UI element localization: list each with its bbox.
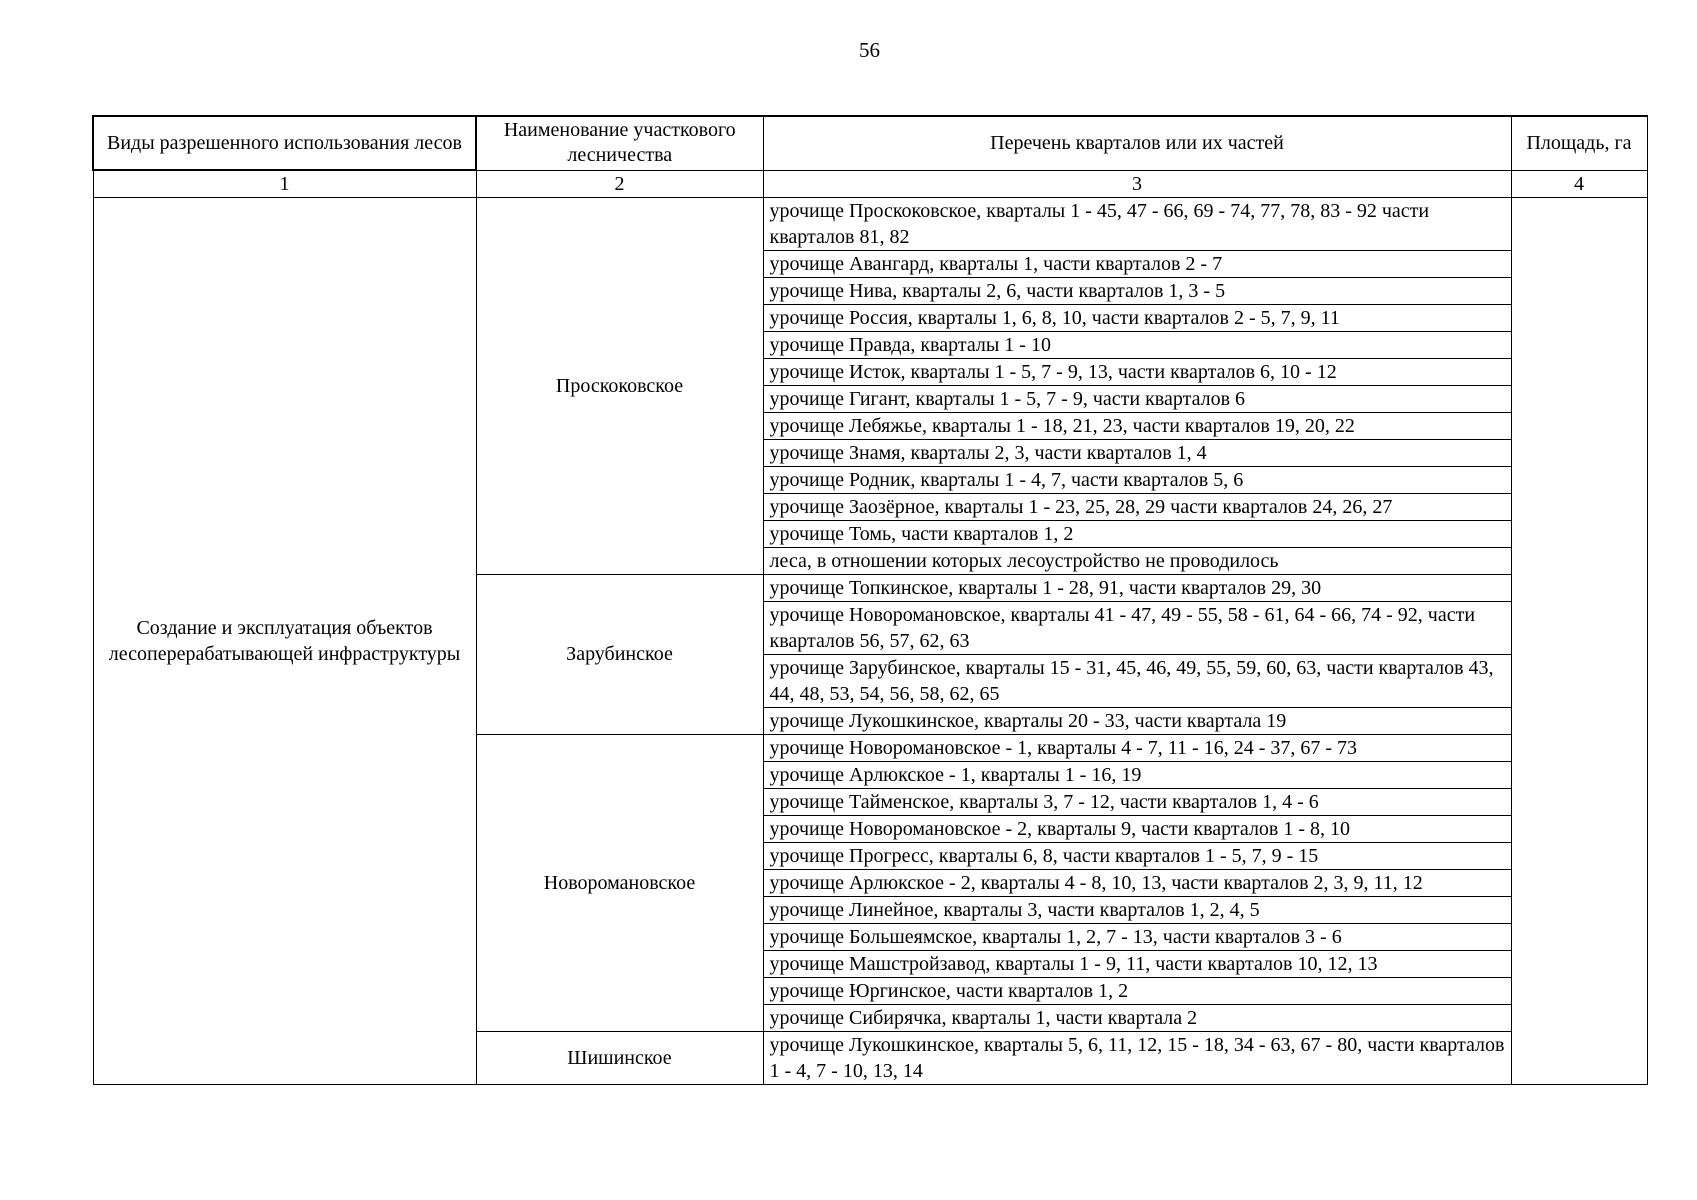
quarters-list-cell: урочище Юргинское, части кварталов 1, 2 <box>763 977 1511 1004</box>
quarters-list-cell: урочище Прогресс, кварталы 6, 8, части кварталов 1 - 5, 7, 9 - 15 <box>763 842 1511 869</box>
quarters-list-cell: урочище Проскоковское, кварталы 1 - 45, 47 - 66, 69 - 74, 77, 78, 83 - 92 части кварталов 81, 82 <box>763 197 1511 250</box>
quarters-list-cell: урочище Заозёрное, кварталы 1 - 23, 25, 28, 29 части кварталов 24, 26, 27 <box>763 493 1511 520</box>
quarters-list-cell: урочище Россия, кварталы 1, 6, 8, 10, части кварталов 2 - 5, 7, 9, 11 <box>763 304 1511 331</box>
forestry-name-cell: Зарубинское <box>476 574 763 734</box>
header-row <box>93 116 1647 170</box>
quarters-list-cell: урочище Нива, кварталы 2, 6, части кварталов 1, 3 - 5 <box>763 277 1511 304</box>
header-use-type: Виды разрешенного использования лесов <box>93 116 476 170</box>
quarters-list-cell: урочище Томь, части кварталов 1, 2 <box>763 520 1511 547</box>
quarters-list-cell: урочище Новоромановское - 1, кварталы 4 - 7, 11 - 16, 24 - 37, 67 - 73 <box>763 734 1511 761</box>
quarters-list-cell: урочище Исток, кварталы 1 - 5, 7 - 9, 13, части кварталов 6, 10 - 12 <box>763 358 1511 385</box>
quarters-list-cell: урочище Лукошкинское, кварталы 20 - 33, части квартала 19 <box>763 707 1511 734</box>
page-number: 56 <box>859 38 880 62</box>
quarters-list-cell: урочище Зарубинское, кварталы 15 - 31, 45, 46, 49, 55, 59, 60, 63, части кварталов 43, 44, 48, 53, 54, 56, 58, 62, 65 <box>763 654 1511 707</box>
forestry-name-cell: Новоромановское <box>476 734 763 1031</box>
column-number-row <box>93 170 1647 197</box>
quarters-list-cell: урочище Большеямское, кварталы 1, 2, 7 - 13, части кварталов 3 - 6 <box>763 923 1511 950</box>
header-forestry-name: Наименование участкового лесничества <box>476 116 763 170</box>
quarters-list-cell: леса, в отношении которых лесоустройство не проводилось <box>763 547 1511 574</box>
table-row <box>93 197 1647 250</box>
quarters-list-cell: урочище Лебяжье, кварталы 1 - 18, 21, 23, части кварталов 19, 20, 22 <box>763 412 1511 439</box>
quarters-list-cell: урочище Сибирячка, кварталы 1, части квартала 2 <box>763 1004 1511 1031</box>
quarters-list-cell: урочище Арлюкское - 2, кварталы 4 - 8, 10, 13, части кварталов 2, 3, 9, 11, 12 <box>763 869 1511 896</box>
area-cell <box>1511 197 1647 1084</box>
forest-use-table <box>92 115 1648 1085</box>
column-number: 4 <box>1511 170 1647 197</box>
quarters-list-cell: урочище Линейное, кварталы 3, части кварталов 1, 2, 4, 5 <box>763 896 1511 923</box>
quarters-list-cell: урочище Авангард, кварталы 1, части кварталов 2 - 7 <box>763 250 1511 277</box>
column-number: 1 <box>93 170 476 197</box>
column-number: 2 <box>476 170 763 197</box>
forestry-name-cell: Проскоковское <box>476 197 763 574</box>
header-quarters-list: Перечень кварталов или их частей <box>763 116 1511 170</box>
quarters-list-cell: урочище Арлюкское - 1, кварталы 1 - 16, 19 <box>763 761 1511 788</box>
header-area: Площадь, га <box>1511 116 1647 170</box>
quarters-list-cell: урочище Новоромановское, кварталы 41 - 47, 49 - 55, 58 - 61, 64 - 66, 74 - 92, части кварталов 56, 57, 62, 63 <box>763 601 1511 654</box>
column-number: 3 <box>763 170 1511 197</box>
quarters-list-cell: урочище Родник, кварталы 1 - 4, 7, части кварталов 5, 6 <box>763 466 1511 493</box>
use-type-cell: Создание и эксплуатация объектов лесоперерабатывающей инфраструктуры <box>93 197 476 1084</box>
forestry-name-cell: Шишинское <box>476 1031 763 1084</box>
quarters-list-cell: урочище Гигант, кварталы 1 - 5, 7 - 9, части кварталов 6 <box>763 385 1511 412</box>
quarters-list-cell: урочище Тайменское, кварталы 3, 7 - 12, части кварталов 1, 4 - 6 <box>763 788 1511 815</box>
quarters-list-cell: урочище Знамя, кварталы 2, 3, части кварталов 1, 4 <box>763 439 1511 466</box>
quarters-list-cell: урочище Правда, кварталы 1 - 10 <box>763 331 1511 358</box>
quarters-list-cell: урочище Машстройзавод, кварталы 1 - 9, 11, части кварталов 10, 12, 13 <box>763 950 1511 977</box>
quarters-list-cell: урочище Новоромановское - 2, кварталы 9, части кварталов 1 - 8, 10 <box>763 815 1511 842</box>
quarters-list-cell: урочище Топкинское, кварталы 1 - 28, 91, части кварталов 29, 30 <box>763 574 1511 601</box>
quarters-list-cell: урочище Лукошкинское, кварталы 5, 6, 11, 12, 15 - 18, 34 - 63, 67 - 80, части кварталов 1 - 4, 7 - 10, 13, 14 <box>763 1031 1511 1084</box>
